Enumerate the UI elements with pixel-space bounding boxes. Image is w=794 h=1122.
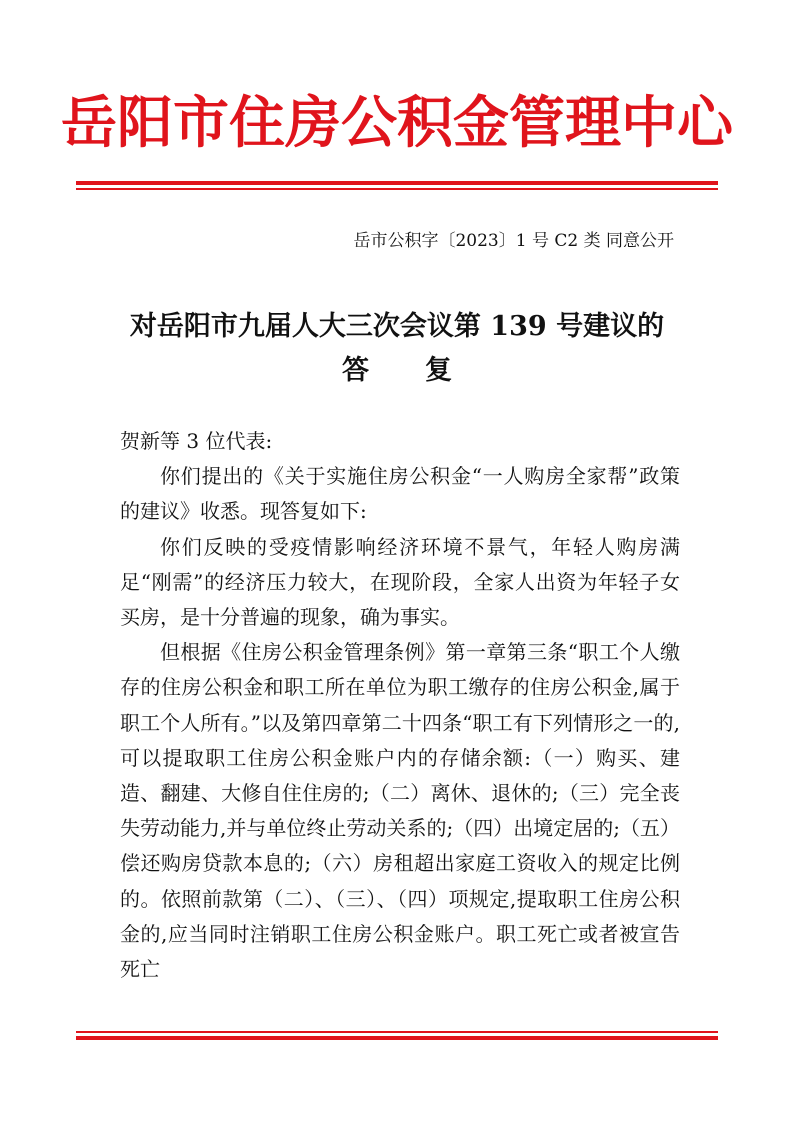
footer-rule-thin — [76, 1031, 718, 1033]
document-title-line2: 答复 — [342, 355, 508, 386]
document-title-line1: 对岳阳市九届人大三次会议第 139 号建议的 — [129, 311, 665, 342]
paragraph-1: 你们提出的《关于实施住房公积金“一人购房全家帮”政策的建议》收悉。现答复如下: — [120, 464, 680, 524]
document-number: 岳市公积字〔2023〕1 号 C2 类 同意公开 — [353, 231, 674, 251]
header-rule-thick — [76, 181, 718, 185]
header-rule-thin — [76, 188, 718, 190]
paragraph-3: 但根据《住房公积金管理条例》第一章第三条“职工个人缴存的住房公积金和职工所在单位为职工缴存的住房公积金,属于职工个人所有。”以及第四章第二十四条“职工有下列情形之一的,可以提取职工住房公积金账户内的存储余额:（一）购买、建造、翻建、大修自住住房的;（二）离休、退休的;（三）完全丧失劳动能力,并与单位终止劳动关系的;（四）出境定居的;（五）偿还购房贷款本息的;（六）房租超出家庭工资收入的规定比例的。依照前款第（二）、（三）、（四）项规定,提取职工住房公积金的,应当同时注销职工住房公积金账户。职工死亡或者被宣告死亡 — [120, 640, 680, 982]
paragraph-2: 你们反映的受疫情影响经济环境不景气，年轻人购房满足“刚需”的经济压力较大，在现阶段，全家人出资为年轻子女买房，是十分普遍的现象，确为事实。 — [120, 534, 680, 630]
letter-body — [120, 424, 680, 987]
organization-title: 岳阳市住房公积金管理中心 — [61, 90, 733, 156]
footer-rule-thick — [76, 1036, 718, 1040]
salutation: 贺新等 3 位代表: — [120, 429, 273, 453]
